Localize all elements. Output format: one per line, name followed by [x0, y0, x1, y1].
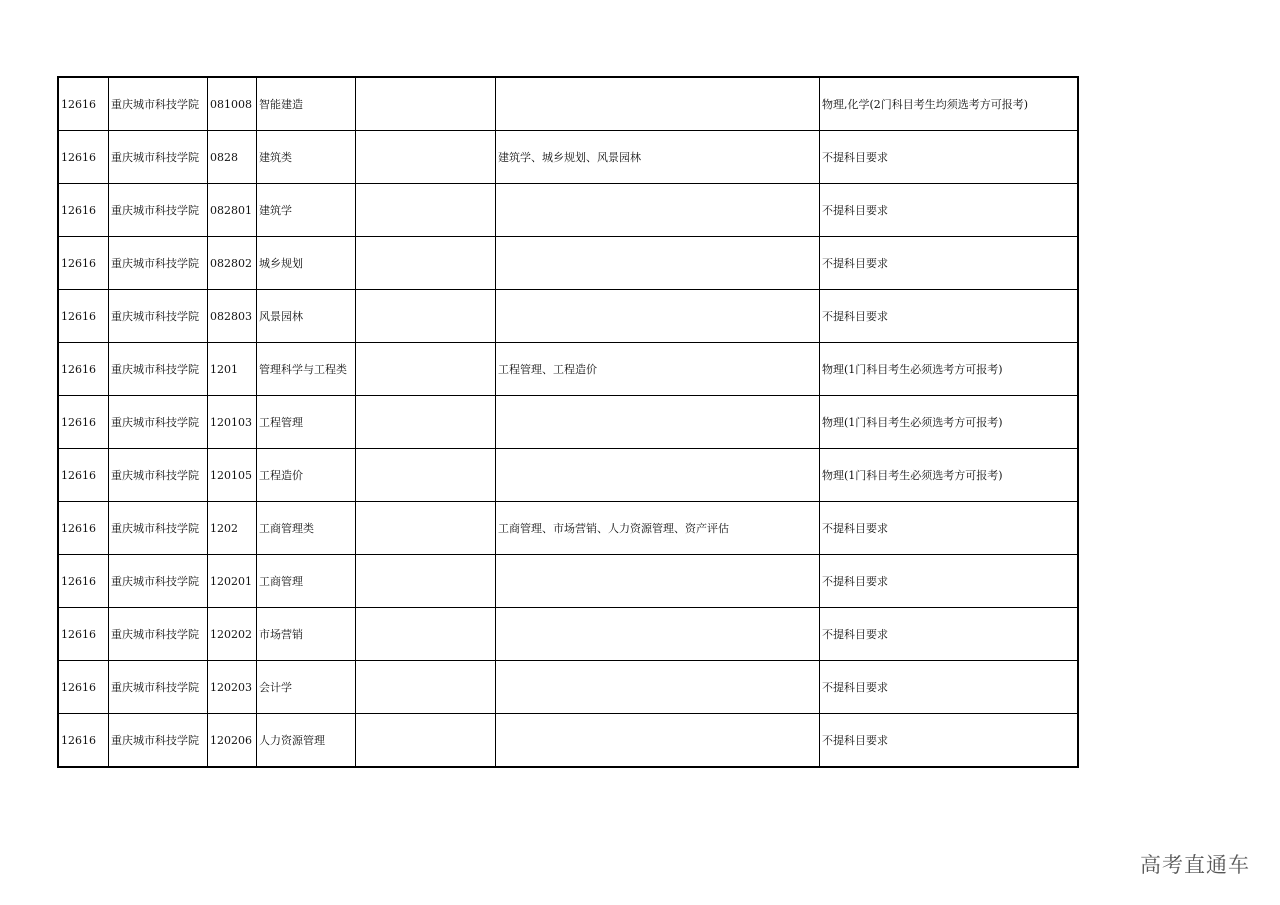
table-row — [58, 290, 1078, 343]
major-code-cell: 082802 — [208, 237, 257, 290]
school-name-cell: 重庆城市科技学院 — [109, 502, 208, 555]
table-row — [58, 184, 1078, 237]
major-name-cell: 建筑类 — [257, 131, 356, 184]
major-code-cell: 082803 — [208, 290, 257, 343]
table-body — [58, 77, 1078, 767]
school-name-cell: 重庆城市科技学院 — [109, 396, 208, 449]
included-majors-cell — [496, 184, 820, 237]
major-code-cell: 120202 — [208, 608, 257, 661]
subject-requirement-table — [57, 76, 1079, 768]
school-code-cell: 12616 — [58, 608, 109, 661]
major-name-cell: 人力资源管理 — [257, 714, 356, 768]
table-row — [58, 502, 1078, 555]
subject-requirement-cell: 不提科目要求 — [820, 290, 1079, 343]
blank-cell — [356, 714, 496, 768]
subject-requirement-cell: 不提科目要求 — [820, 555, 1079, 608]
table-row — [58, 77, 1078, 131]
major-name-cell: 市场营销 — [257, 608, 356, 661]
school-name-cell: 重庆城市科技学院 — [109, 714, 208, 768]
school-code-cell: 12616 — [58, 237, 109, 290]
school-code-cell: 12616 — [58, 396, 109, 449]
major-code-cell: 1202 — [208, 502, 257, 555]
blank-cell — [356, 555, 496, 608]
subject-requirement-cell: 不提科目要求 — [820, 184, 1079, 237]
school-code-cell: 12616 — [58, 449, 109, 502]
school-name-cell: 重庆城市科技学院 — [109, 661, 208, 714]
school-code-cell: 12616 — [58, 555, 109, 608]
blank-cell — [356, 237, 496, 290]
included-majors-cell — [496, 290, 820, 343]
included-majors-cell: 建筑学、城乡规划、风景园林 — [496, 131, 820, 184]
included-majors-cell — [496, 396, 820, 449]
subject-requirement-cell: 不提科目要求 — [820, 237, 1079, 290]
subject-requirement-cell: 物理(1门科目考生必须选考方可报考) — [820, 343, 1079, 396]
table-row — [58, 131, 1078, 184]
table-row — [58, 714, 1078, 768]
subject-requirement-cell: 不提科目要求 — [820, 608, 1079, 661]
blank-cell — [356, 502, 496, 555]
school-name-cell: 重庆城市科技学院 — [109, 290, 208, 343]
major-code-cell: 082801 — [208, 184, 257, 237]
major-code-cell: 081008 — [208, 77, 257, 131]
major-code-cell: 1201 — [208, 343, 257, 396]
subject-requirement-cell: 不提科目要求 — [820, 661, 1079, 714]
major-name-cell: 会计学 — [257, 661, 356, 714]
table-row — [58, 449, 1078, 502]
included-majors-cell: 工商管理、市场营销、人力资源管理、资产评估 — [496, 502, 820, 555]
major-name-cell: 建筑学 — [257, 184, 356, 237]
school-code-cell: 12616 — [58, 184, 109, 237]
blank-cell — [356, 77, 496, 131]
major-name-cell: 工商管理 — [257, 555, 356, 608]
major-name-cell: 智能建造 — [257, 77, 356, 131]
school-code-cell: 12616 — [58, 77, 109, 131]
subject-requirement-cell: 不提科目要求 — [820, 714, 1079, 768]
major-code-cell: 120201 — [208, 555, 257, 608]
school-code-cell: 12616 — [58, 714, 109, 768]
major-code-cell: 120105 — [208, 449, 257, 502]
table-row — [58, 661, 1078, 714]
included-majors-cell — [496, 661, 820, 714]
subject-requirement-cell: 不提科目要求 — [820, 502, 1079, 555]
blank-cell — [356, 608, 496, 661]
major-name-cell: 管理科学与工程类 — [257, 343, 356, 396]
included-majors-cell: 工程管理、工程造价 — [496, 343, 820, 396]
school-name-cell: 重庆城市科技学院 — [109, 555, 208, 608]
school-name-cell: 重庆城市科技学院 — [109, 131, 208, 184]
blank-cell — [356, 661, 496, 714]
included-majors-cell — [496, 608, 820, 661]
school-name-cell: 重庆城市科技学院 — [109, 77, 208, 131]
major-code-cell: 120103 — [208, 396, 257, 449]
watermark-text: 高考直通车 — [1140, 853, 1250, 877]
table-row — [58, 555, 1078, 608]
major-code-cell: 120203 — [208, 661, 257, 714]
major-name-cell: 风景园林 — [257, 290, 356, 343]
table-row — [58, 237, 1078, 290]
subject-requirement-cell: 物理(1门科目考生必须选考方可报考) — [820, 449, 1079, 502]
school-code-cell: 12616 — [58, 502, 109, 555]
blank-cell — [356, 290, 496, 343]
table-row — [58, 608, 1078, 661]
included-majors-cell — [496, 714, 820, 768]
major-code-cell: 120206 — [208, 714, 257, 768]
school-code-cell: 12616 — [58, 290, 109, 343]
blank-cell — [356, 184, 496, 237]
blank-cell — [356, 449, 496, 502]
major-name-cell: 工商管理类 — [257, 502, 356, 555]
major-name-cell: 工程造价 — [257, 449, 356, 502]
school-name-cell: 重庆城市科技学院 — [109, 184, 208, 237]
included-majors-cell — [496, 449, 820, 502]
major-name-cell: 城乡规划 — [257, 237, 356, 290]
school-code-cell: 12616 — [58, 661, 109, 714]
subject-requirement-cell: 不提科目要求 — [820, 131, 1079, 184]
school-name-cell: 重庆城市科技学院 — [109, 608, 208, 661]
school-code-cell: 12616 — [58, 131, 109, 184]
table-row — [58, 343, 1078, 396]
included-majors-cell — [496, 237, 820, 290]
major-name-cell: 工程管理 — [257, 396, 356, 449]
blank-cell — [356, 396, 496, 449]
subject-requirement-cell: 物理,化学(2门科目考生均须选考方可报考) — [820, 77, 1079, 131]
school-name-cell: 重庆城市科技学院 — [109, 449, 208, 502]
blank-cell — [356, 343, 496, 396]
school-name-cell: 重庆城市科技学院 — [109, 237, 208, 290]
major-code-cell: 0828 — [208, 131, 257, 184]
subject-requirement-cell: 物理(1门科目考生必须选考方可报考) — [820, 396, 1079, 449]
blank-cell — [356, 131, 496, 184]
included-majors-cell — [496, 77, 820, 131]
table-row — [58, 396, 1078, 449]
school-name-cell: 重庆城市科技学院 — [109, 343, 208, 396]
school-code-cell: 12616 — [58, 343, 109, 396]
included-majors-cell — [496, 555, 820, 608]
